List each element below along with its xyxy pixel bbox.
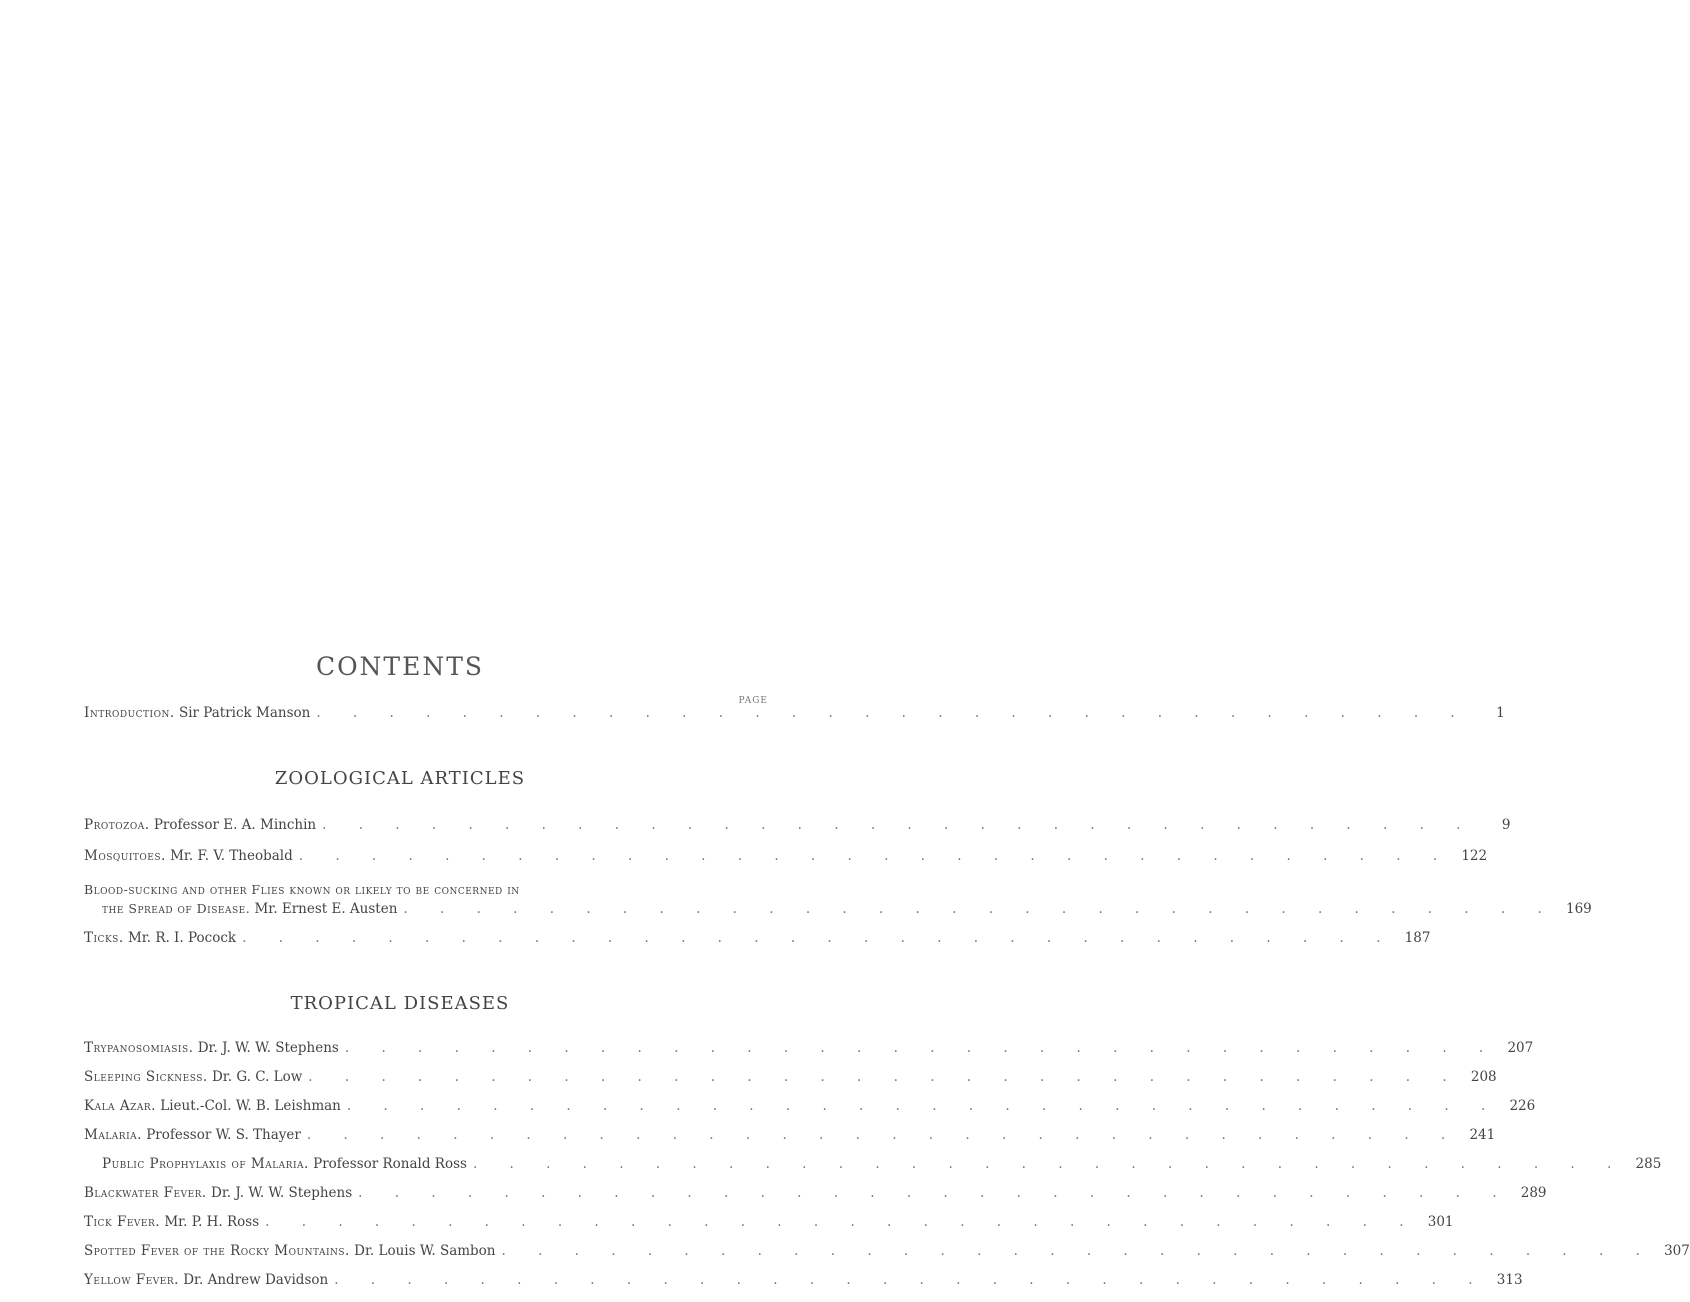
toc-entry [84, 816, 1511, 835]
entry-author: Dr. G. C. Low [211, 1069, 303, 1085]
toc-entry [84, 1097, 1536, 1116]
entry-topic: Sleeping Sickness. [84, 1069, 208, 1085]
entry-topic: Mosquitoes. [84, 848, 166, 864]
entry-author: Mr. F. V. Theobald [170, 848, 293, 864]
entry-author: Dr. Louis W. Sambon [354, 1243, 496, 1259]
toc-entry [84, 1213, 1454, 1232]
entry-topic: Public Prophylaxis of Malaria. [102, 1156, 309, 1172]
entry-page: 289 [1520, 1185, 1547, 1201]
entry-author: Professor E. A. Minchin [153, 817, 317, 833]
toc-entry [84, 929, 1431, 948]
section-heading-tropical: TROPICAL DISEASES [290, 993, 510, 1014]
dot-leader: . . . . . . . . . . . . . . . . . . . . . . . . . . . . . . . . [501, 1243, 1654, 1259]
dot-leader: . . . . . . . . . . . . . . . . . . . . . . . . . . . . . . . . [322, 817, 1475, 833]
dot-leader: . . . . . . . . . . . . . . . . . . . . . . . . . . . . . . . . [358, 1185, 1511, 1201]
entry-topic: Spotted Fever of the Rocky Mountains. [84, 1243, 350, 1259]
toc-entry [84, 1039, 1534, 1058]
entry-author: Mr. Ernest E. Austen [254, 901, 398, 917]
dot-leader: . . . . . . . . . . . . . . . . . . . . . . . . . . . . . . . . [242, 930, 1395, 946]
toc-entry [84, 1126, 1496, 1145]
toc-entry-introduction [84, 704, 1505, 723]
entry-author: Lieut.-Col. W. B. Leishman [160, 1098, 341, 1114]
entry-page: 207 [1507, 1040, 1534, 1056]
dot-leader: . . . . . . . . . . . . . . . . . . . . . . . . . . . . . . . . [298, 848, 1452, 864]
entry-page: 241 [1469, 1127, 1496, 1143]
entry-page: 208 [1470, 1069, 1497, 1085]
entry-author: Sir Patrick Manson [178, 705, 311, 721]
entry-author: Professor Ronald Ross [313, 1156, 467, 1172]
toc-entry [84, 1242, 1690, 1261]
entry-page: 307 [1664, 1243, 1690, 1259]
entry-author: Dr. J. W. W. Stephens [197, 1040, 339, 1056]
entry-page: 122 [1461, 848, 1488, 864]
entry-topic: Blackwater Fever. [84, 1185, 207, 1201]
entry-page: 1 [1496, 705, 1505, 721]
entry-topic: Ticks. [84, 930, 124, 946]
toc-entry [84, 880, 1592, 919]
page-column-label: PAGE [738, 696, 768, 706]
page-title: CONTENTS [315, 652, 485, 681]
entry-page: 169 [1565, 901, 1592, 917]
dot-leader: . . . . . . . . . . . . . . . . . . . . . . . . . . . . . . . . [344, 1040, 1498, 1056]
dot-leader: . . . . . . . . . . . . . . . . . . . . . . . . . . . . . . . . [306, 1127, 1460, 1143]
dot-leader: . . . . . . . . . . . . . . . . . . . . . . . . . . . . . . . . [403, 901, 1556, 917]
toc-entry [84, 1271, 1523, 1290]
entry-topic: Protozoa. [84, 817, 150, 833]
dot-leader: . . . . . . . . . . . . . . . . . . . . . . . . . . . . . . . . [316, 705, 1469, 721]
dot-leader: . . . . . . . . . . . . . . . . . . . . . . . . . . . . . . . . [472, 1156, 1626, 1172]
entry-topic: Kala Azar. [84, 1098, 156, 1114]
entry-page: 313 [1496, 1272, 1523, 1288]
entry-topic: Introduction. [84, 705, 175, 721]
entry-topic: Trypanosomiasis. [84, 1040, 194, 1056]
toc-entry [102, 1155, 1662, 1174]
entry-author: Dr. J. W. W. Stephens [211, 1185, 353, 1201]
dot-leader: . . . . . . . . . . . . . . . . . . . . . . . . . . . . . . . . [308, 1069, 1461, 1085]
entry-author: Dr. Andrew Davidson [183, 1272, 329, 1288]
entry-page: 9 [1501, 817, 1511, 833]
entry-page: 301 [1427, 1214, 1454, 1230]
dot-leader: . . . . . . . . . . . . . . . . . . . . . . . . . . . . . . . . [334, 1272, 1487, 1288]
toc-entry [84, 1184, 1547, 1203]
entry-topic-continued: the Spread of Disease. [102, 901, 251, 916]
entry-page: 187 [1404, 930, 1431, 946]
section-heading-zoological: ZOOLOGICAL ARTICLES [274, 768, 526, 789]
toc-entry [84, 847, 1488, 866]
entry-page: 226 [1509, 1098, 1536, 1114]
entry-author: Mr. P. H. Ross [164, 1214, 260, 1230]
entry-author: Professor W. S. Thayer [146, 1127, 301, 1143]
entry-page: 285 [1635, 1156, 1662, 1172]
toc-entry [84, 1068, 1497, 1087]
entry-author: Mr. R. I. Pocock [127, 930, 237, 946]
dot-leader: . . . . . . . . . . . . . . . . . . . . . . . . . . . . . . . . [346, 1098, 1500, 1114]
entry-topic: Tick Fever. [84, 1214, 161, 1230]
entry-topic: Malaria. [84, 1127, 142, 1143]
entry-topic: Yellow Fever. [84, 1272, 179, 1288]
dot-leader: . . . . . . . . . . . . . . . . . . . . . . . . . . . . . . . . [265, 1214, 1418, 1230]
entry-topic: Blood-sucking and other Flies known or likely to be concerned in [84, 882, 520, 897]
